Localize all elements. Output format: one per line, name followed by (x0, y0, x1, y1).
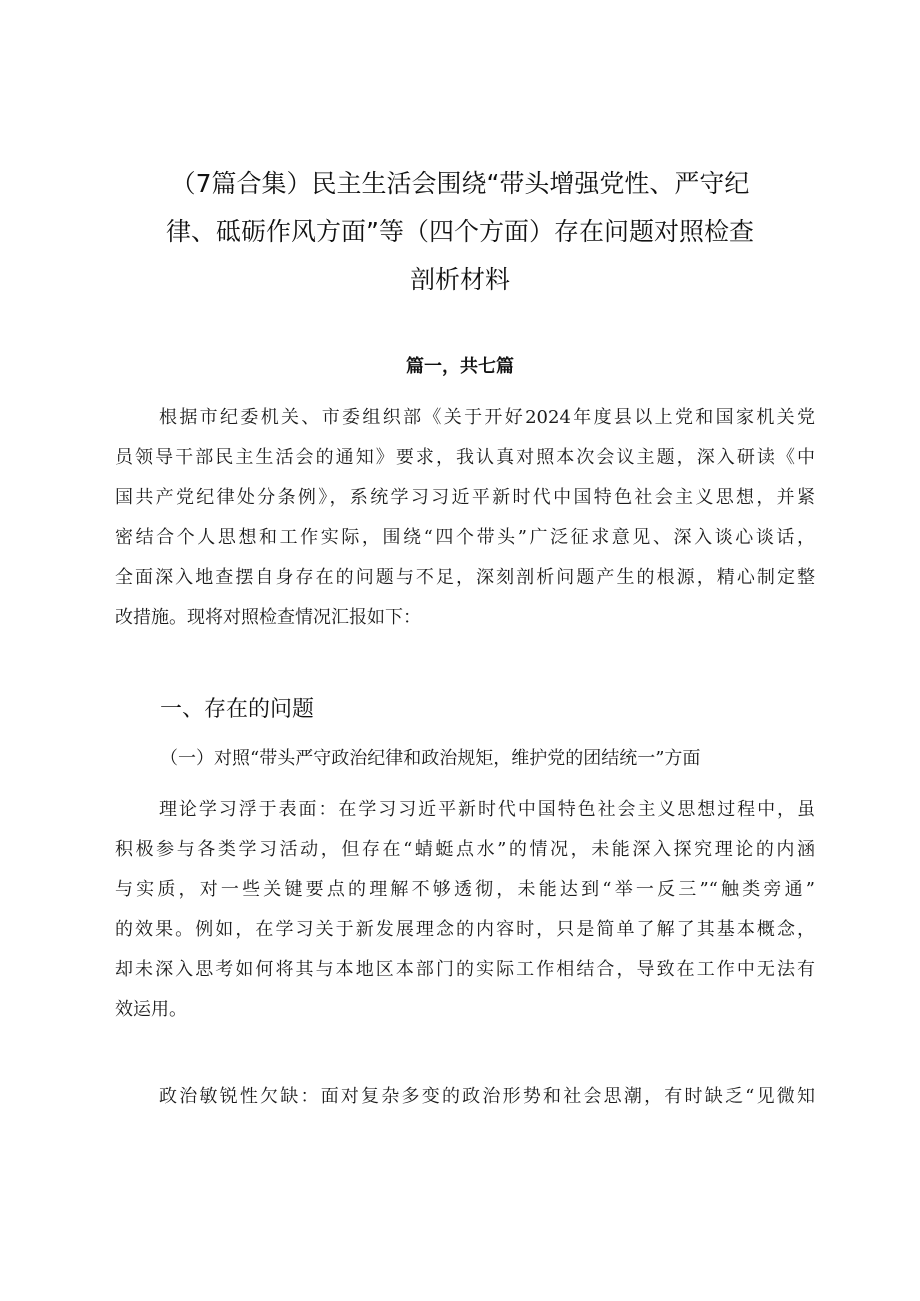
paragraph-line: 政治敏锐性欠缺：面对复杂多变的政治形势和社会思潮，有时缺乏“见微知 (159, 1086, 815, 1107)
paragraph-line: 效运用。 (115, 999, 187, 1020)
paragraph-line: 全面深入地查摆自身存在的问题与不足，深刻剖析问题产生的根源，精心制定整 (115, 567, 815, 588)
section-heading: 一、存在的问题 (160, 697, 315, 722)
paragraph-line: 根据市纪委机关、市委组织部《关于开好2024年度县以上党和国家机关党 (159, 407, 815, 428)
paragraph-line: 与实质，对一些关键要点的理解不够透彻，未能达到“举一反三”“触类旁通” (115, 879, 815, 900)
paragraph-line: 却未深入思考如何将其与本地区本部门的实际工作相结合，导致在工作中无法有 (115, 959, 815, 980)
paragraph-line: 改措施。现将对照检查情况汇报如下： (115, 607, 421, 628)
document-title (110, 160, 810, 304)
paragraph-line: 积极参与各类学习活动，但存在“蜻蜓点水”的情况，未能深入探究理论的内涵 (115, 839, 815, 860)
title-line: （7篇合集）民主生活会围绕“带头增强党性、严守纪 (170, 169, 750, 198)
title-line: 律、砥砺作风方面”等（四个方面）存在问题对照检查 (166, 217, 754, 246)
intro-paragraph (115, 398, 815, 638)
paragraph-line: 员领导干部民主生活会的通知》要求，我认真对照本次会议主题，深入研读《中 (115, 447, 815, 468)
paragraph-line: 的效果。例如，在学习关于新发展理念的内容时，只是简单了解了其基本概念， (115, 919, 815, 940)
title-line: 剖析材料 (409, 265, 510, 294)
paragraph-line: 密结合个人思想和工作实际，围绕“四个带头”广泛征求意见、深入谈心谈话， (115, 527, 815, 548)
document-subtitle: 篇一，共七篇 (406, 356, 514, 377)
paragraph-line: 国共产党纪律处分条例》，系统学习习近平新时代中国特色社会主义思想，并紧 (115, 487, 815, 508)
paragraph-theory-study (115, 790, 815, 1030)
paragraph-political-sensitivity (115, 1077, 815, 1117)
subsection-heading: （一）对照“带头严守政治纪律和政治规矩，维护党的团结统一”方面 (160, 748, 701, 769)
paragraph-line: 理论学习浮于表面：在学习习近平新时代中国特色社会主义思想过程中，虽 (159, 799, 815, 820)
